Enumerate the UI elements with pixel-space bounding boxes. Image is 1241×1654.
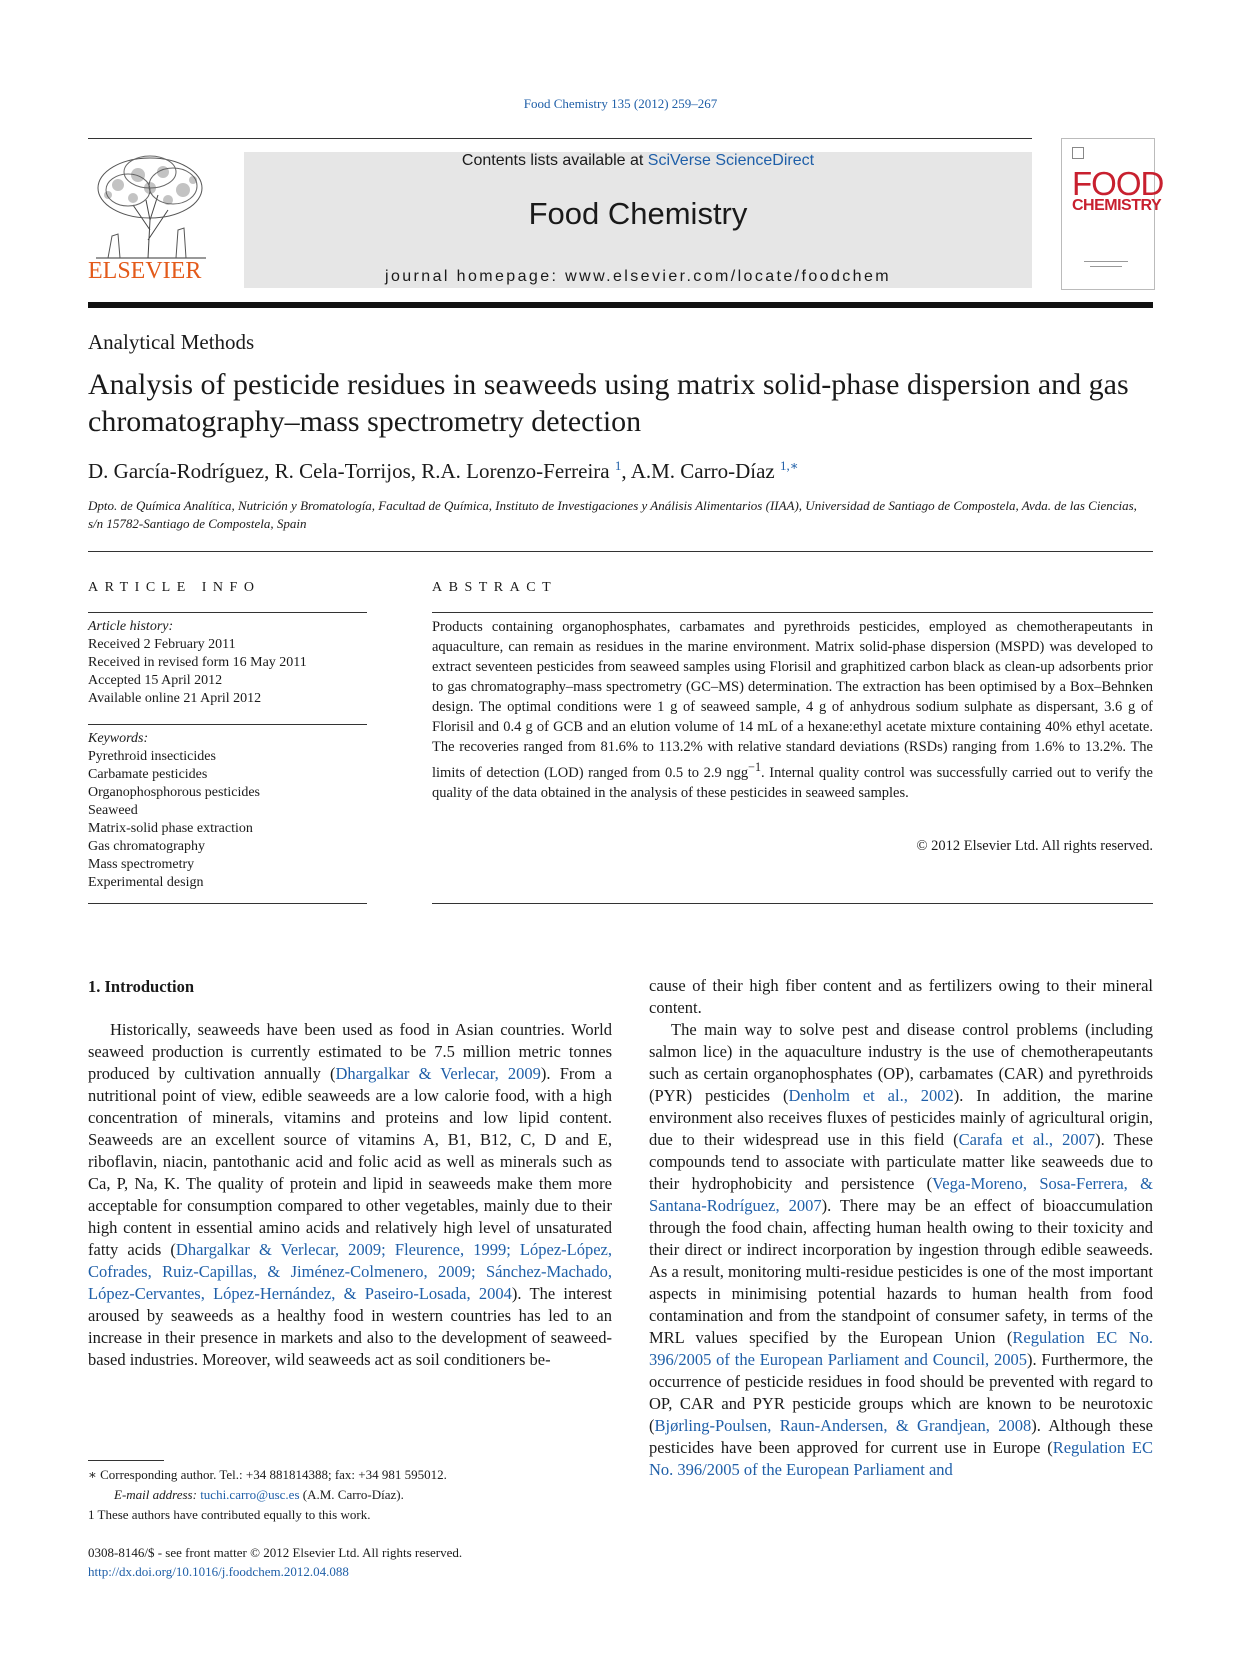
keywords-label: Keywords: xyxy=(88,731,149,746)
journal-homepage[interactable]: journal homepage: www.elsevier.com/locate/foodchem xyxy=(385,268,891,285)
author-footnote-ref[interactable]: 1 xyxy=(614,458,622,473)
divider xyxy=(432,612,1153,613)
author-last: , A.M. Carro-Díaz xyxy=(621,459,780,483)
section-heading-introduction: 1. Introduction xyxy=(88,977,195,996)
cover-line xyxy=(1084,261,1128,262)
keywords xyxy=(88,730,367,892)
keyword: Experimental design xyxy=(88,875,204,890)
journal-citation[interactable]: Food Chemistry 135 (2012) 259–267 xyxy=(523,96,718,111)
body-column-right xyxy=(649,975,1153,1481)
abstract-part: . Internal quality control was successfully carried out to verify the quality of the data obtained in the analysis of these pesticides in seaweed samples. xyxy=(432,764,1153,801)
header-rule xyxy=(88,138,1032,139)
citation-link[interactable]: Dhargalkar & Verlecar, 2009; Fleurence, 1999; López-López, Cofrades, Ruiz-Capillas, & Jiménez-Colmenero, 2009; Sánchez-Machado, López-Cervantes, López-Hernández, & Paseiro-Losada, 2004 xyxy=(88,1240,612,1303)
article-title: Analysis of pesticide residues in seaweeds using matrix solid-phase dispersion and gas chromatography–mass spectrometry detection xyxy=(88,368,1129,438)
divider xyxy=(88,612,367,613)
cover-title-food: FOOD xyxy=(1072,165,1164,202)
footnote-corresponding: ∗ Corresponding author. Tel.: +34 881814388; fax: +34 981 595012. xyxy=(88,1467,447,1482)
history-item: Available online 21 April 2012 xyxy=(88,691,262,706)
paragraph xyxy=(88,1019,612,1371)
text: ). These compounds tend to associate with particulate matter like seaweeds due to their hydrophobicity and persistence ( xyxy=(649,1130,1153,1193)
citation-link[interactable]: Bjørling-Poulsen, Raun-Andersen, & Grandjean, 2008 xyxy=(654,1416,1032,1435)
affiliation: Dpto. de Química Analítica, Nutrición y Bromatología, Facultad de Química, Instituto de Investigaciones y Análisis Alimentarios (IIAA), Universidad de Santiago de Compostela, Avda. de las Ciencias, s/n 15782-Santiago de Compostela, Spain xyxy=(88,498,1137,531)
email-suffix: (A.M. Carro-Díaz). xyxy=(299,1487,404,1502)
citation-link[interactable]: Regulation EC No. 396/2005 of the European Parliament and Council, 2005 xyxy=(649,1328,1154,1369)
cover-title-chemistry: CHEMISTRY xyxy=(1072,197,1162,214)
footnote-email xyxy=(88,1485,612,1505)
citation-link[interactable]: Regulation EC No. 396/2005 of the European Parliament and xyxy=(649,1438,1153,1479)
abstract-part: Products containing organophosphates, carbamates and pyrethroids pesticides, employed as chemotherapeutants in aquaculture, can remain as residues in the marine environment. Matrix solid-phase dispersion (MSPD) was developed to extract seventeen pesticides from seaweed samples using Florisil and graphitized carbon black as clean-up adsorbents prior to gas chromatography–mass spectrometry (GC–MS) determination. The extraction has been optimised by a Box–Behnken design. The optimal conditions were 1 g of seaweed sample, 4 g of anhydrous sodium sulphate as dispersant, 3.6 g of Florisil and 0.4 g of GCB and an elution volume of 14 mL of a hexane:ethyl acetate mixture containing 40% ethyl acetate. The recoveries ranged from 81.6% to 113.2% with relative standard deviations (RSDs) ranging from 1.6% to 13.2%. The limits of detection (LOD) ranged from 0.5 to 2.9 ngg xyxy=(432,619,1153,781)
text: The main way to solve pest and disease control problems (including salmon lice) in the aquaculture industry is the use of chemotherapeutants such as certain organophosphates (OP), carbamates (CAR) and pyrethroids (PYR) pesticides ( xyxy=(649,1020,1153,1105)
contents-prefix: Contents lists available at xyxy=(461,152,648,169)
journal-banner xyxy=(244,152,1032,288)
keyword: Pyrethroid insecticides xyxy=(88,749,216,764)
journal-cover-thumbnail[interactable] xyxy=(1061,138,1164,290)
body-column-left xyxy=(88,1019,612,1371)
citation-link[interactable]: Carafa et al., 2007 xyxy=(958,1130,1096,1149)
author-footnote-ref[interactable]: 1,∗ xyxy=(780,458,799,473)
history-item: Received in revised form 16 May 2011 xyxy=(88,655,307,670)
email-link[interactable]: tuchi.carro@usc.es xyxy=(200,1487,300,1502)
abstract-heading: ABSTRACT xyxy=(432,580,558,595)
citation-link[interactable]: Dhargalkar & Verlecar, 2009 xyxy=(335,1064,541,1083)
abstract-superscript: −1 xyxy=(748,760,761,774)
keyword: Seaweed xyxy=(88,803,138,818)
divider xyxy=(88,551,1153,552)
sciencedirect-link[interactable]: SciVerse ScienceDirect xyxy=(647,152,815,169)
text: Historically, seaweeds have been used as food in Asian countries. World seaweed production is currently estimated to be 7.5 million metric tonnes produced by cultivation annually ( xyxy=(88,1020,612,1083)
elsevier-tree-icon xyxy=(88,150,214,260)
divider xyxy=(88,903,367,904)
footnote-rule xyxy=(88,1460,164,1461)
text: ). Furthermore, the occurrence of pesticide residues in food should be prevented with regard to OP, CAR and PYR pesticide groups which are known to be neurotoxic ( xyxy=(649,1350,1153,1435)
issn-line: 0308-8146/$ - see front matter © 2012 Elsevier Ltd. All rights reserved. xyxy=(88,1545,463,1560)
history-item: Accepted 15 April 2012 xyxy=(88,673,223,688)
article-history xyxy=(88,618,367,708)
paragraph: cause of their high fiber content and as fertilizers owing to their mineral content. xyxy=(649,976,1153,1017)
header-heavy-rule xyxy=(88,302,1153,308)
keyword: Mass spectrometry xyxy=(88,857,195,872)
copyright-notice: © 2012 Elsevier Ltd. All rights reserved. xyxy=(916,838,1153,854)
authors-main: D. García-Rodríguez, R. Cela-Torrijos, R.A. Lorenzo-Ferreira xyxy=(88,459,610,483)
elsevier-logo[interactable] xyxy=(88,150,218,292)
citation-link[interactable]: Denholm et al., 2002 xyxy=(788,1086,954,1105)
journal-name: Food Chemistry xyxy=(528,196,748,231)
keyword: Matrix-solid phase extraction xyxy=(88,821,253,836)
abstract-text xyxy=(432,617,1153,803)
text: ). From a nutritional point of view, edible seaweeds are a low calorie food, with a high concentration of minerals, vitamins and proteins and low lipid content. Seaweeds are an excellent source of vitamins A, B1, B12, C, D and E, riboflavin, niacin, pantothanic acid and folic acid as well as minerals such as Ca, P, Na, K. The quality of protein and lipid in seaweeds make them more acceptable for consumption compared to other vegetables, mainly due to their high content in essential amino acids and relatively high level of unsaturated fatty acids ( xyxy=(88,1064,612,1259)
keyword: Organophosphorous pesticides xyxy=(88,785,260,800)
doi-link[interactable]: http://dx.doi.org/10.1016/j.foodchem.2012.04.088 xyxy=(88,1564,349,1579)
contents-line xyxy=(244,152,1032,170)
citation-link[interactable]: Vega-Moreno, Sosa-Ferrera, & Santana-Rodríguez, 2007 xyxy=(649,1174,1153,1215)
front-matter xyxy=(88,1543,462,1581)
keyword: Carbamate pesticides xyxy=(88,767,208,782)
paragraph xyxy=(649,1019,1153,1481)
text: ). In addition, the marine environment also receives fluxes of pesticides mainly of agricultural origin, due to their widespread use in this field ( xyxy=(649,1086,1153,1149)
cover-line xyxy=(1090,266,1122,267)
text: ). There may be an effect of bioaccumulation through the food chain, affecting human health owing to their toxicity and their direct or indirect incorporation by ingestion through edible seaweeds. As a result, monitoring multi-residue pesticides is one of the most important aspects in minimising potential hazards to human health from food contamination and from the standpoint of consumer safety, in terms of the MRL values specified by the European Union ( xyxy=(649,1196,1153,1347)
text: ). Although these pesticides have been approved for current use in Europe ( xyxy=(649,1416,1153,1457)
article-section: Analytical Methods xyxy=(88,330,255,354)
elsevier-wordmark: ELSEVIER xyxy=(88,258,202,284)
author-list xyxy=(88,458,799,484)
cover-logo-icon xyxy=(1072,147,1084,159)
text: ). The interest aroused by seaweeds as a healthy food in western countries has led to an increase in their presence in markets and also to the development of seaweed-based industries. Moreover, wild seaweeds act as soil conditioners be- xyxy=(88,1284,612,1369)
email-label: E-mail address: xyxy=(114,1487,201,1502)
divider xyxy=(88,724,367,725)
history-label: Article history: xyxy=(88,619,174,634)
article-info-heading: ARTICLE INFO xyxy=(88,580,261,595)
divider xyxy=(432,903,1153,904)
keyword: Gas chromatography xyxy=(88,839,206,854)
footnote-equal-contribution: 1 These authors have contributed equally to this work. xyxy=(88,1507,371,1522)
history-item: Received 2 February 2011 xyxy=(88,637,236,652)
footnotes xyxy=(88,1465,612,1525)
